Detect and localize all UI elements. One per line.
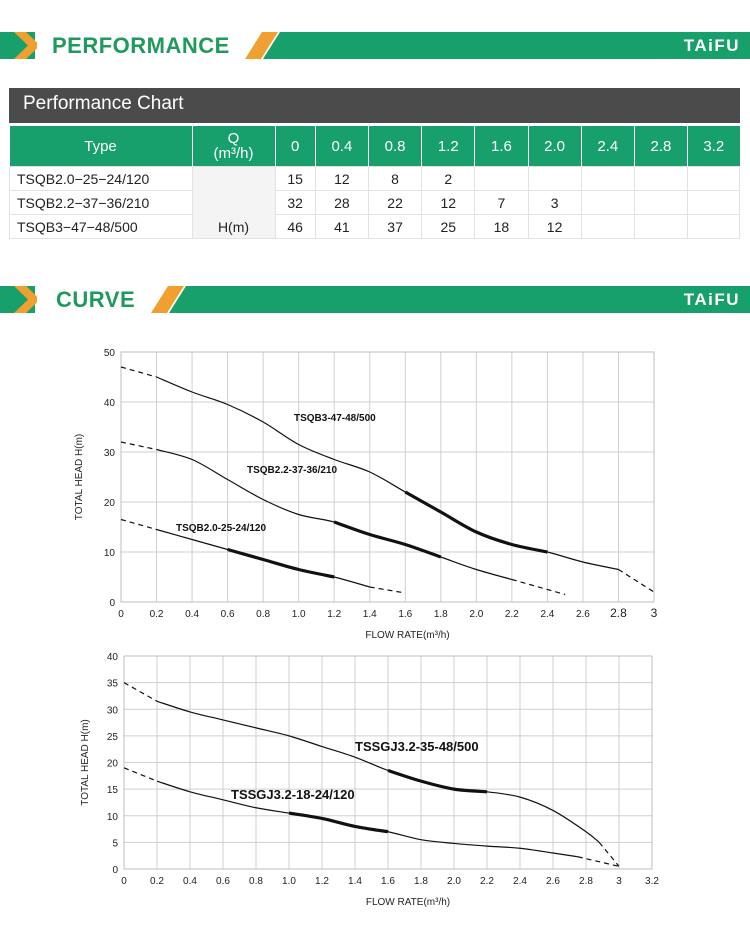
x-tick-label: 0.8	[249, 876, 263, 887]
table-row	[10, 191, 740, 215]
series-dashed-left	[121, 520, 157, 530]
value-cell: 12	[315, 167, 368, 191]
series-label: TSQB2.0-25-24/120	[176, 523, 267, 534]
value-cell: 3	[528, 191, 581, 215]
value-cell	[688, 167, 740, 191]
y-tick-label: 10	[106, 811, 118, 823]
value-cell: 15	[275, 167, 315, 191]
value-cell: 32	[275, 191, 315, 215]
x-tick-label: 0.6	[220, 609, 235, 620]
value-cell	[634, 191, 687, 215]
y-tick-label: 30	[106, 705, 118, 717]
x-tick-label: 2.6	[575, 609, 590, 620]
y-tick-label: 20	[106, 758, 118, 770]
series-label: TSSGJ3.2-35-48/500	[355, 739, 479, 754]
value-cell: 37	[368, 215, 421, 239]
value-cell: 12	[422, 191, 475, 215]
series-dashed-left	[124, 683, 157, 702]
y-axis-label: TOTAL HEAD H(m)	[80, 719, 91, 806]
performance-banner	[0, 32, 750, 59]
y-tick-label: 25	[106, 731, 118, 743]
value-cell: 41	[315, 215, 368, 239]
x-tick-label: 2.2	[480, 876, 494, 887]
flow-header: 1.2	[422, 126, 475, 167]
banner-title: PERFORMANCE	[52, 33, 230, 58]
series-label: TSQB2.2-37-36/210	[247, 465, 338, 476]
banner-title: CURVE	[56, 287, 136, 312]
x-tick-label: 2.4	[540, 609, 555, 620]
flow-header: 2.0	[528, 126, 581, 167]
series-bold-segment	[388, 770, 487, 791]
y-axis-label: TOTAL HEAD H(m)	[74, 433, 85, 521]
x-tick-label: 0.2	[149, 609, 164, 620]
series-dashed-left	[121, 442, 157, 450]
x-tick-label: 1.8	[414, 876, 428, 887]
flow-header: 1.6	[475, 126, 528, 167]
value-cell: 22	[368, 191, 421, 215]
y-tick-label: 0	[112, 865, 118, 876]
q-header	[192, 126, 275, 167]
type-cell: TSQB2.0−25−24/120	[10, 167, 193, 191]
flow-header: 2.8	[634, 126, 687, 167]
series-bold-segment	[228, 550, 335, 578]
x-tick-label: 1.4	[348, 876, 362, 887]
unit-cell	[192, 167, 275, 239]
plot-frame	[121, 352, 654, 602]
unit-label: H(m)	[217, 219, 250, 235]
x-tick-label: 0.4	[185, 609, 200, 620]
series-dashed-right	[599, 842, 619, 866]
x-tick-label: 2.6	[546, 876, 560, 887]
series-dashed-right	[512, 580, 565, 595]
brand-logo: TAiFU	[683, 36, 740, 55]
x-tick-label: 3	[616, 876, 622, 887]
x-tick-label: 0	[121, 876, 127, 887]
type-header: Type	[10, 126, 193, 167]
q-label: Q	[227, 130, 240, 147]
y-tick-label: 20	[103, 498, 115, 509]
x-tick-label: 2.2	[504, 609, 519, 620]
value-cell: 25	[422, 215, 475, 239]
value-cell: 7	[475, 191, 528, 215]
type-cell: TSQB3−47−48/500	[10, 215, 193, 239]
y-tick-label: 0	[109, 598, 115, 609]
x-tick-label: 1.0	[282, 876, 296, 887]
x-tick-label: 2.8	[610, 606, 627, 620]
x-tick-label: 1.6	[381, 876, 395, 887]
y-tick-label: 40	[103, 398, 115, 409]
flow-header: 0	[275, 126, 315, 167]
x-tick-label: 0.6	[216, 876, 230, 887]
y-tick-label: 15	[106, 785, 118, 797]
value-cell: 2	[422, 167, 475, 191]
series-line	[157, 781, 578, 857]
table-header-row	[10, 126, 740, 167]
flow-header: 0.4	[315, 126, 368, 167]
x-tick-label: 0.8	[256, 609, 271, 620]
x-tick-label: 2.0	[469, 609, 484, 620]
value-cell: 28	[315, 191, 368, 215]
value-cell: 46	[275, 215, 315, 239]
performance-table-title: Performance Chart	[23, 93, 184, 114]
value-cell: 8	[368, 167, 421, 191]
x-tick-label: 1.4	[362, 609, 377, 620]
curve-chart-tsqb	[0, 335, 750, 645]
x-tick-label: 1.8	[433, 609, 448, 620]
y-tick-label: 40	[106, 652, 118, 663]
flow-header: 3.2	[688, 126, 740, 167]
type-cell: TSQB2.2−37−36/210	[10, 191, 193, 215]
flow-header: 0.8	[368, 126, 421, 167]
y-tick-label: 50	[103, 348, 115, 359]
series-label: TSQB3-47-48/500	[294, 413, 376, 424]
x-tick-label: 2.4	[513, 876, 527, 887]
x-axis-label: FLOW RATE(m³/h)	[365, 897, 451, 908]
table-row	[10, 167, 740, 191]
curve-banner	[0, 286, 750, 313]
x-tick-label: 3.2	[645, 876, 659, 887]
performance-table-title-bar	[9, 88, 740, 123]
x-tick-label: 0.2	[150, 876, 164, 887]
x-tick-label: 0	[118, 609, 124, 620]
value-cell	[581, 215, 634, 239]
performance-table	[9, 126, 740, 239]
x-tick-label: 1.6	[398, 609, 413, 620]
x-tick-label: 2.8	[579, 876, 593, 887]
x-tick-label: 2.0	[447, 876, 461, 887]
y-tick-label: 10	[103, 548, 115, 559]
q-unit: (m³/h)	[213, 145, 254, 162]
value-cell: 18	[475, 215, 528, 239]
value-cell	[581, 167, 634, 191]
x-tick-label: 3	[650, 606, 658, 620]
series-label: TSSGJ3.2-18-24/120	[231, 787, 355, 802]
x-axis-label: FLOW RATE(m³/h)	[365, 630, 450, 641]
x-tick-label: 1.0	[291, 609, 306, 620]
x-tick-label: 1.2	[315, 876, 329, 887]
series-dashed-right	[370, 587, 406, 593]
value-cell	[475, 167, 528, 191]
value-cell: 12	[528, 215, 581, 239]
curve-chart-tssgj	[0, 643, 750, 933]
y-tick-label: 30	[103, 448, 115, 459]
y-tick-label: 35	[106, 678, 118, 690]
value-cell	[634, 215, 687, 239]
value-cell	[581, 191, 634, 215]
y-tick-label: 5	[112, 838, 118, 850]
table-row	[10, 215, 740, 239]
x-tick-label: 1.2	[327, 609, 342, 620]
value-cell	[634, 167, 687, 191]
value-cell	[688, 215, 740, 239]
series-dashed-right	[618, 570, 654, 593]
series-dashed-left	[124, 768, 157, 781]
value-cell	[528, 167, 581, 191]
flow-header: 2.4	[581, 126, 634, 167]
x-tick-label: 0.4	[183, 876, 197, 887]
series-dashed-left	[121, 367, 157, 377]
value-cell	[688, 191, 740, 215]
brand-logo: TAiFU	[683, 290, 740, 309]
